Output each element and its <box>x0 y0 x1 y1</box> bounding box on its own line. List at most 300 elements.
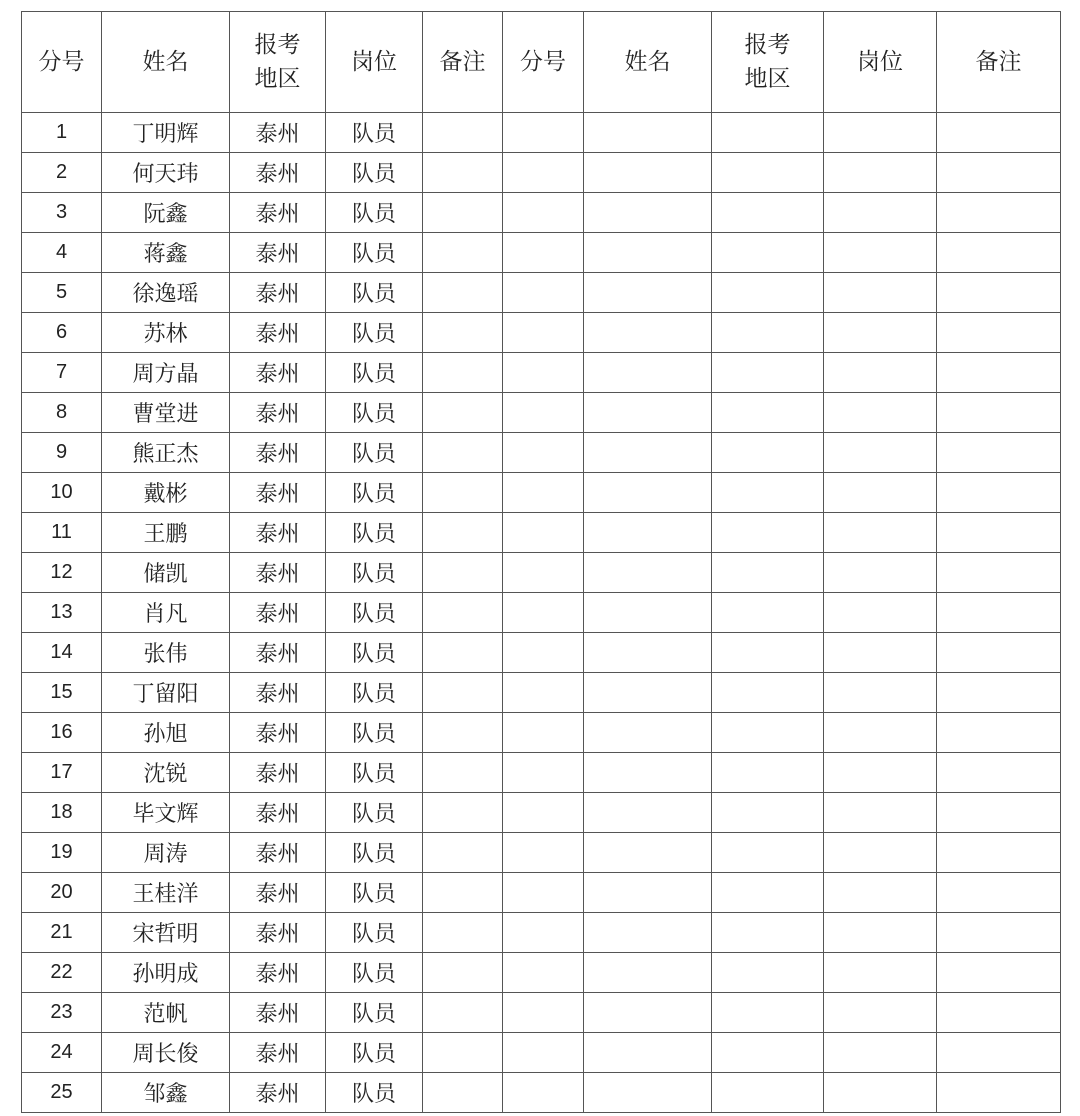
remarks-cell-2 <box>937 313 1061 353</box>
header-remarks-2 <box>937 12 1061 113</box>
region-cell-2 <box>712 433 824 473</box>
position-cell-2 <box>824 713 937 753</box>
remarks-cell <box>423 873 503 913</box>
name-cell-2 <box>584 913 712 953</box>
position-cell-2 <box>824 193 937 233</box>
region-cell-2 <box>712 353 824 393</box>
region-cell: 泰州 <box>230 393 326 433</box>
remarks-cell-2 <box>937 353 1061 393</box>
name-cell: 戴彬 <box>102 473 230 513</box>
remarks-cell <box>423 833 503 873</box>
number-cell-2 <box>503 553 584 593</box>
name-cell-2 <box>584 433 712 473</box>
name-cell-2 <box>584 593 712 633</box>
name-cell-2 <box>584 993 712 1033</box>
table-row <box>22 353 1061 393</box>
region-cell-2 <box>712 993 824 1033</box>
header-label-line: 报考 <box>254 32 301 58</box>
header-label-line: 地区 <box>744 66 791 92</box>
header-label-line: 岗位 <box>351 49 397 75</box>
number-cell-2 <box>503 953 584 993</box>
name-cell: 熊正杰 <box>102 433 230 473</box>
position-cell-2 <box>824 1073 937 1113</box>
name-cell: 蒋鑫 <box>102 233 230 273</box>
region-cell-2 <box>712 713 824 753</box>
name-cell-2 <box>584 673 712 713</box>
header-region-2 <box>712 12 824 113</box>
position-cell-2 <box>824 793 937 833</box>
remarks-cell-2 <box>937 433 1061 473</box>
position-cell-2 <box>824 233 937 273</box>
name-cell-2 <box>584 633 712 673</box>
name-cell: 储凯 <box>102 553 230 593</box>
table-row <box>22 153 1061 193</box>
region-cell-2 <box>712 593 824 633</box>
region-cell: 泰州 <box>230 993 326 1033</box>
number-cell: 1 <box>22 113 102 153</box>
name-cell-2 <box>584 113 712 153</box>
remarks-cell-2 <box>937 593 1061 633</box>
header-position-2 <box>824 12 937 113</box>
position-cell: 队员 <box>326 313 423 353</box>
name-cell: 范帆 <box>102 993 230 1033</box>
position-cell: 队员 <box>326 793 423 833</box>
number-cell-2 <box>503 153 584 193</box>
remarks-cell <box>423 793 503 833</box>
remarks-cell-2 <box>937 633 1061 673</box>
header-label-line: 备注 <box>975 49 1022 75</box>
remarks-cell-2 <box>937 193 1061 233</box>
number-cell-2 <box>503 513 584 553</box>
name-cell-2 <box>584 233 712 273</box>
position-cell-2 <box>824 993 937 1033</box>
position-cell: 队员 <box>326 593 423 633</box>
region-cell-2 <box>712 313 824 353</box>
number-cell: 13 <box>22 593 102 633</box>
number-cell-2 <box>503 913 584 953</box>
number-cell: 16 <box>22 713 102 753</box>
remarks-cell-2 <box>937 473 1061 513</box>
position-cell: 队员 <box>326 1033 423 1073</box>
number-cell: 5 <box>22 273 102 313</box>
table-body <box>22 113 1061 1113</box>
position-cell: 队员 <box>326 153 423 193</box>
remarks-cell-2 <box>937 553 1061 593</box>
number-cell: 8 <box>22 393 102 433</box>
region-cell: 泰州 <box>230 353 326 393</box>
region-cell-2 <box>712 513 824 553</box>
position-cell: 队员 <box>326 873 423 913</box>
remarks-cell <box>423 393 503 433</box>
remarks-cell-2 <box>937 513 1061 553</box>
number-cell-2 <box>503 433 584 473</box>
header-label-line: 岗位 <box>857 49 903 75</box>
remarks-cell <box>423 513 503 553</box>
header-position <box>326 12 423 113</box>
header-label-line: 地区 <box>254 66 301 92</box>
position-cell: 队员 <box>326 953 423 993</box>
table-row <box>22 1033 1061 1073</box>
number-cell: 4 <box>22 233 102 273</box>
header-remarks <box>423 12 503 113</box>
region-cell-2 <box>712 913 824 953</box>
table-row <box>22 993 1061 1033</box>
position-cell-2 <box>824 313 937 353</box>
name-cell-2 <box>584 753 712 793</box>
table-row <box>22 633 1061 673</box>
position-cell-2 <box>824 153 937 193</box>
number-cell: 22 <box>22 953 102 993</box>
remarks-cell-2 <box>937 153 1061 193</box>
table-row <box>22 753 1061 793</box>
name-cell-2 <box>584 1073 712 1113</box>
table-row <box>22 593 1061 633</box>
name-cell: 王桂洋 <box>102 873 230 913</box>
name-cell: 周涛 <box>102 833 230 873</box>
region-cell-2 <box>712 393 824 433</box>
region-cell: 泰州 <box>230 593 326 633</box>
name-cell-2 <box>584 513 712 553</box>
position-cell: 队员 <box>326 233 423 273</box>
table-row <box>22 673 1061 713</box>
region-cell-2 <box>712 273 824 313</box>
name-cell: 曹堂进 <box>102 393 230 433</box>
number-cell-2 <box>503 473 584 513</box>
region-cell-2 <box>712 953 824 993</box>
remarks-cell <box>423 273 503 313</box>
region-cell-2 <box>712 753 824 793</box>
region-cell: 泰州 <box>230 1033 326 1073</box>
number-cell: 2 <box>22 153 102 193</box>
name-cell-2 <box>584 1033 712 1073</box>
remarks-cell <box>423 1073 503 1113</box>
table-header-row <box>22 12 1061 113</box>
table-row <box>22 473 1061 513</box>
roster-table <box>21 11 1061 1113</box>
name-cell: 孙旭 <box>102 713 230 753</box>
name-cell-2 <box>584 713 712 753</box>
number-cell: 11 <box>22 513 102 553</box>
position-cell-2 <box>824 673 937 713</box>
table-row <box>22 833 1061 873</box>
table-row <box>22 233 1061 273</box>
number-cell: 24 <box>22 1033 102 1073</box>
name-cell: 孙明成 <box>102 953 230 993</box>
name-cell: 肖凡 <box>102 593 230 633</box>
number-cell-2 <box>503 713 584 753</box>
region-cell: 泰州 <box>230 873 326 913</box>
number-cell-2 <box>503 873 584 913</box>
region-cell: 泰州 <box>230 713 326 753</box>
number-cell: 12 <box>22 553 102 593</box>
number-cell-2 <box>503 633 584 673</box>
position-cell-2 <box>824 873 937 913</box>
number-cell: 25 <box>22 1073 102 1113</box>
name-cell: 苏林 <box>102 313 230 353</box>
remarks-cell <box>423 753 503 793</box>
region-cell-2 <box>712 553 824 593</box>
number-cell-2 <box>503 273 584 313</box>
table-row <box>22 393 1061 433</box>
remarks-cell-2 <box>937 793 1061 833</box>
region-cell: 泰州 <box>230 433 326 473</box>
name-cell-2 <box>584 873 712 913</box>
remarks-cell <box>423 313 503 353</box>
position-cell-2 <box>824 833 937 873</box>
name-cell: 丁明辉 <box>102 113 230 153</box>
header-label-line: 报考 <box>744 32 791 58</box>
name-cell-2 <box>584 393 712 433</box>
header-label-line: 分号 <box>38 49 85 75</box>
header-label-line: 姓名 <box>624 49 671 75</box>
remarks-cell <box>423 113 503 153</box>
remarks-cell-2 <box>937 1033 1061 1073</box>
table-row <box>22 793 1061 833</box>
remarks-cell-2 <box>937 673 1061 713</box>
region-cell: 泰州 <box>230 193 326 233</box>
position-cell: 队员 <box>326 273 423 313</box>
position-cell-2 <box>824 593 937 633</box>
table-row <box>22 553 1061 593</box>
table-row <box>22 193 1061 233</box>
number-cell-2 <box>503 793 584 833</box>
position-cell-2 <box>824 1033 937 1073</box>
number-cell: 3 <box>22 193 102 233</box>
number-cell-2 <box>503 233 584 273</box>
table-row <box>22 953 1061 993</box>
number-cell-2 <box>503 353 584 393</box>
number-cell: 15 <box>22 673 102 713</box>
name-cell-2 <box>584 473 712 513</box>
position-cell: 队员 <box>326 833 423 873</box>
number-cell-2 <box>503 833 584 873</box>
region-cell: 泰州 <box>230 833 326 873</box>
region-cell-2 <box>712 793 824 833</box>
region-cell-2 <box>712 473 824 513</box>
region-cell: 泰州 <box>230 633 326 673</box>
remarks-cell <box>423 593 503 633</box>
remarks-cell-2 <box>937 913 1061 953</box>
table-row <box>22 273 1061 313</box>
region-cell: 泰州 <box>230 513 326 553</box>
position-cell: 队员 <box>326 913 423 953</box>
region-cell: 泰州 <box>230 753 326 793</box>
region-cell: 泰州 <box>230 913 326 953</box>
remarks-cell-2 <box>937 393 1061 433</box>
remarks-cell <box>423 153 503 193</box>
number-cell: 6 <box>22 313 102 353</box>
position-cell-2 <box>824 753 937 793</box>
position-cell: 队员 <box>326 553 423 593</box>
remarks-cell-2 <box>937 1073 1061 1113</box>
region-cell: 泰州 <box>230 153 326 193</box>
region-cell: 泰州 <box>230 473 326 513</box>
region-cell: 泰州 <box>230 233 326 273</box>
remarks-cell-2 <box>937 233 1061 273</box>
position-cell: 队员 <box>326 473 423 513</box>
position-cell-2 <box>824 273 937 313</box>
position-cell: 队员 <box>326 113 423 153</box>
remarks-cell-2 <box>937 753 1061 793</box>
remarks-cell-2 <box>937 833 1061 873</box>
number-cell-2 <box>503 993 584 1033</box>
header-number <box>22 12 102 113</box>
region-cell-2 <box>712 1033 824 1073</box>
name-cell: 丁留阳 <box>102 673 230 713</box>
number-cell: 14 <box>22 633 102 673</box>
table-row <box>22 1073 1061 1113</box>
position-cell: 队员 <box>326 633 423 673</box>
header-number-2 <box>503 12 584 113</box>
header-label-line: 备注 <box>439 49 486 75</box>
remarks-cell-2 <box>937 273 1061 313</box>
number-cell-2 <box>503 1033 584 1073</box>
region-cell: 泰州 <box>230 953 326 993</box>
region-cell-2 <box>712 233 824 273</box>
remarks-cell-2 <box>937 953 1061 993</box>
number-cell: 18 <box>22 793 102 833</box>
region-cell-2 <box>712 113 824 153</box>
name-cell-2 <box>584 353 712 393</box>
remarks-cell <box>423 353 503 393</box>
region-cell: 泰州 <box>230 1073 326 1113</box>
number-cell-2 <box>503 1073 584 1113</box>
region-cell: 泰州 <box>230 113 326 153</box>
position-cell-2 <box>824 353 937 393</box>
position-cell-2 <box>824 513 937 553</box>
name-cell-2 <box>584 273 712 313</box>
number-cell: 7 <box>22 353 102 393</box>
region-cell-2 <box>712 833 824 873</box>
remarks-cell-2 <box>937 873 1061 913</box>
number-cell: 10 <box>22 473 102 513</box>
name-cell: 何天玮 <box>102 153 230 193</box>
position-cell: 队员 <box>326 353 423 393</box>
position-cell: 队员 <box>326 753 423 793</box>
name-cell-2 <box>584 153 712 193</box>
name-cell-2 <box>584 553 712 593</box>
remarks-cell-2 <box>937 713 1061 753</box>
remarks-cell-2 <box>937 113 1061 153</box>
region-cell: 泰州 <box>230 673 326 713</box>
number-cell-2 <box>503 313 584 353</box>
remarks-cell <box>423 913 503 953</box>
number-cell-2 <box>503 193 584 233</box>
number-cell: 21 <box>22 913 102 953</box>
remarks-cell <box>423 993 503 1033</box>
position-cell-2 <box>824 433 937 473</box>
name-cell-2 <box>584 833 712 873</box>
remarks-cell <box>423 953 503 993</box>
region-cell: 泰州 <box>230 793 326 833</box>
position-cell: 队员 <box>326 993 423 1033</box>
position-cell-2 <box>824 913 937 953</box>
region-cell-2 <box>712 873 824 913</box>
name-cell: 毕文辉 <box>102 793 230 833</box>
number-cell: 19 <box>22 833 102 873</box>
name-cell: 张伟 <box>102 633 230 673</box>
remarks-cell <box>423 233 503 273</box>
position-cell: 队员 <box>326 393 423 433</box>
region-cell-2 <box>712 153 824 193</box>
remarks-cell <box>423 1033 503 1073</box>
header-label-line: 分号 <box>520 49 566 75</box>
position-cell: 队员 <box>326 1073 423 1113</box>
remarks-cell <box>423 713 503 753</box>
position-cell-2 <box>824 633 937 673</box>
remarks-cell-2 <box>937 993 1061 1033</box>
position-cell-2 <box>824 553 937 593</box>
remarks-cell <box>423 633 503 673</box>
remarks-cell <box>423 673 503 713</box>
name-cell: 沈锐 <box>102 753 230 793</box>
number-cell-2 <box>503 593 584 633</box>
name-cell: 王鹏 <box>102 513 230 553</box>
table-row <box>22 433 1061 473</box>
position-cell: 队员 <box>326 433 423 473</box>
number-cell: 20 <box>22 873 102 913</box>
remarks-cell <box>423 473 503 513</box>
position-cell-2 <box>824 113 937 153</box>
region-cell-2 <box>712 193 824 233</box>
name-cell: 徐逸瑶 <box>102 273 230 313</box>
region-cell-2 <box>712 633 824 673</box>
region-cell: 泰州 <box>230 273 326 313</box>
remarks-cell <box>423 433 503 473</box>
header-name <box>102 12 230 113</box>
position-cell: 队员 <box>326 673 423 713</box>
name-cell: 邹鑫 <box>102 1073 230 1113</box>
header-name-2 <box>584 12 712 113</box>
region-cell-2 <box>712 673 824 713</box>
name-cell-2 <box>584 953 712 993</box>
position-cell-2 <box>824 953 937 993</box>
name-cell: 周长俊 <box>102 1033 230 1073</box>
table-row <box>22 513 1061 553</box>
table-row <box>22 913 1061 953</box>
number-cell-2 <box>503 673 584 713</box>
region-cell: 泰州 <box>230 313 326 353</box>
position-cell: 队员 <box>326 513 423 553</box>
position-cell: 队员 <box>326 713 423 753</box>
region-cell-2 <box>712 1073 824 1113</box>
name-cell-2 <box>584 193 712 233</box>
name-cell-2 <box>584 313 712 353</box>
position-cell: 队员 <box>326 193 423 233</box>
number-cell: 17 <box>22 753 102 793</box>
position-cell-2 <box>824 393 937 433</box>
number-cell: 9 <box>22 433 102 473</box>
table-row <box>22 113 1061 153</box>
number-cell-2 <box>503 393 584 433</box>
position-cell-2 <box>824 473 937 513</box>
header-label-line: 姓名 <box>142 49 189 75</box>
region-cell: 泰州 <box>230 553 326 593</box>
table-row <box>22 873 1061 913</box>
table-row <box>22 313 1061 353</box>
name-cell: 阮鑫 <box>102 193 230 233</box>
number-cell-2 <box>503 113 584 153</box>
name-cell: 宋哲明 <box>102 913 230 953</box>
remarks-cell <box>423 193 503 233</box>
name-cell-2 <box>584 793 712 833</box>
number-cell-2 <box>503 753 584 793</box>
name-cell: 周方晶 <box>102 353 230 393</box>
number-cell: 23 <box>22 993 102 1033</box>
table-row <box>22 713 1061 753</box>
remarks-cell <box>423 553 503 593</box>
header-region <box>230 12 326 113</box>
